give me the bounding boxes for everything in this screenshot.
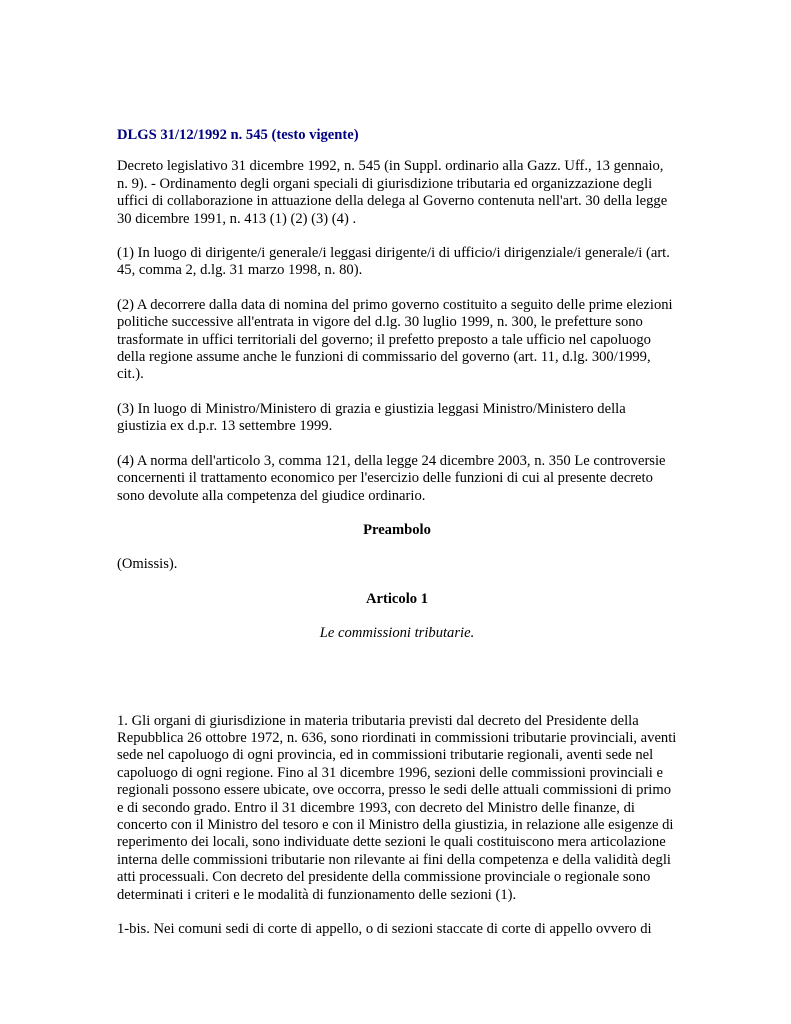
article-paragraph-1-bis: 1-bis. Nei comuni sedi di corte di appello, o di sezioni staccate di corte di appello ovvero di <box>117 921 652 937</box>
document-title: DLGS 31/12/1992 n. 545 (testo vigente) <box>117 127 359 143</box>
preamble-text: (Omissis). <box>117 556 178 573</box>
article-heading: Articolo 1 <box>365 590 428 607</box>
note-1: (1) In luogo di dirigente/i generale/i leggasi dirigente/i di ufficio/i dirigenziale/i generale/i (art. 45, comma 2, d.lg. 31 marzo 1998, n. 80). <box>117 245 670 279</box>
note-3: (3) In luogo di Ministro/Ministero di grazia e giustizia leggasi Ministro/Ministero della giustizia ex d.p.r. 13 settembre 1999. <box>117 400 626 435</box>
article-paragraph-1: 1. Gli organi di giurisdizione in materia tributaria previsti dal decreto del Presidente della Repubblica 26 ottobre 1972, n. 636, sono riordinati in commissioni tributarie provinciali, aventi sede nel capoluogo di ogni provincia, ed in commissioni tributarie regionali, aventi sede nel capoluogo di ogni regione. Fino al 31 dicembre 1996, sezioni delle commissioni provinciali e regionali possono essere ubicate, ove occorra, presso le sedi delle attuali commissioni di primo e di secondo grado. Entro il 31 dicembre 1993, con decreto del Ministro delle finanze, di concerto con il Ministro del tesoro e con il Ministro della giustizia, in relazione alle esigenze di reperimento dei locali, sono individuate dette sezioni le quali costituiscono mera articolazione interna delle commissioni tributarie non rilevante ai fini della competenza e della validità degli atti processuali. Con decreto del presidente della commissione provinciale o regionale sono determinati i criteri e le modalità di funzionamento delle sezioni (1). <box>117 712 677 903</box>
note-4: (4) A norma dell'articolo 3, comma 121, della legge 24 dicembre 2003, n. 350 Le controversie concernenti il trattamento economico per l'esercizio delle funzioni di cui al presente decreto sono devolute alla competenza del giudice ordinario. <box>117 452 666 504</box>
preamble-heading: Preambolo <box>363 521 431 538</box>
document-body <box>117 127 677 955</box>
note-2: (2) A decorrere dalla data di nomina del primo governo costituito a seguito delle prime elezioni politiche successive all'entrata in vigore del d.lg. 30 luglio 1999, n. 300, le prefetture sono trasformate in uffici territoriali del governo; il prefetto preposto a tale ufficio nel capoluogo della regione assume anche le funzioni di commissario del governo (art. 11, d.lg. 300/1999, cit.). <box>117 296 673 383</box>
intro-paragraph: Decreto legislativo 31 dicembre 1992, n. 545 (in Suppl. ordinario alla Gazz. Uff., 13 gennaio, n. 9). - Ordinamento degli organi speciali di giurisdizione tributaria ed organizzazione degli uffici di collaborazione in attuazione della delega al Governo contenuta nell'art. 30 della legge 30 dicembre 1991, n. 413 (1) (2) (3) (4) . <box>117 158 668 227</box>
article-subtitle: Le commissioni tributarie. <box>319 625 475 642</box>
